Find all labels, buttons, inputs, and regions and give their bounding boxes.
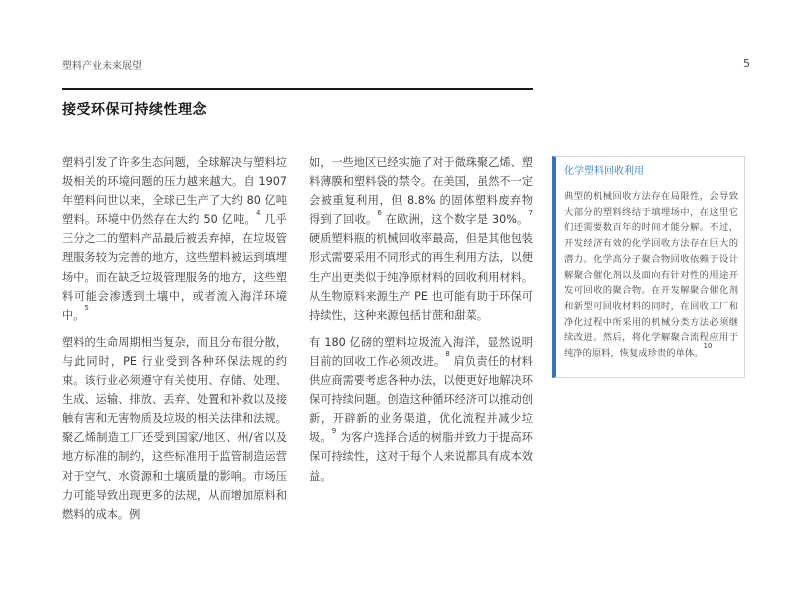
paragraph: 如，一些地区已经实施了对于微珠聚乙烯、塑料薄膜和塑料袋的禁令。在美国，虽然不一定会被重复利用，但 8.8% 的固体塑料废弃物得到了回收。$^6$ 在欧洲，这个数字是 30%。$^7$ 硬质塑料瓶的机械回收率最高，但是其他包装形式需要采用不同形式的再生利用方法，以便生产出更类似于纯净原材料的回收利用材料。从生物原料来源生产 PE 也可能有助于环保可持续性，这种来源包括甘蔗和甜菜。 [309,156,533,322]
section-heading: 接受环保可持续性理念 [62,102,207,118]
paragraph: 有 180 亿磅的塑料垃圾流入海洋，显然说明目前的回收工作必须改进。$^8$ 肩负责任的材料供应商需要考虑各种办法，以便更好地解决环保可持续问题。创造这种循环经济可以推动创新，开辟新的业务渠道，优化流程并减少垃圾。$^9$ 为客户选择合适的树脂并致力于提高环保可持续性，这对于每个人来说都具有成本效益。 [309,335,533,483]
left-text-column [62,153,287,532]
footnote-ref: 5 [84,304,89,313]
sidebar-title: 化学塑料回收利用 [564,166,644,177]
running-header-title: 塑料产业未来展望 [62,61,142,72]
page-number: 5 [743,57,750,70]
sidebar-body: 典型的机械回收方法存在局限性，会导致大部分的塑料终结于填埋场中，在这里它们还需要数百年的时间才能分解。不过，开发经济有效的化学回收方法存在巨大的潜力。化学高分子聚合物回收依赖于设计解聚合催化剂以及面向有针对性的用途开发可回收的聚合物。在开发解聚合催化剂和新型可回收材料的同时，在回收工厂和净化过程中所采用的机械分类方法必须继续改进。然后，将化学解聚合流程应用于纯净的原料，恢复成珍贵的单体。$^{10}$ [564,191,738,360]
section-divider [62,88,533,90]
footnote-ref: 10 [703,341,713,350]
footnote-ref: 8 [445,350,450,359]
footnote-ref: 7 [528,208,533,217]
middle-text-column [309,153,533,494]
footnote-ref: 4 [256,208,261,217]
paragraph: 塑料的生命周期相当复杂，而且分布很分散，与此同时，PE 行业受到各种环保法规的约束。该行业必须遵守有关使用、存储、处理、生成、运输、排放、丢弃、处置和补救以及接触有害和无害物质及垃圾的相关法律和法规。聚乙烯制造工厂还受到国家/地区、州/省以及地方标准的制约，这些标准用于监管制造运营对于空气、水资源和土壤质量的影响。市场压力可能导致出现更多的法规，从而增加原料和燃料的成本。例 [62,335,287,521]
paragraph: 塑料引发了许多生态问题，全球解决与塑料垃圾相关的环境问题的压力越来越大。自 1907 年塑料问世以来，全球已生产了大约 80 亿吨塑料。环境中仍然存在大约 50 亿吨。$^4$ 几乎三分之二的塑料产品最后被丢弃掉，在垃圾管理服务较为完善的地方，这些塑料被运到填埋场中。而在缺乏垃圾管理服务的地方，这些塑料可能会渗透到土壤中，或者流入海洋环境中。$^5$ [62,156,287,322]
footnote-ref: 6 [377,208,382,217]
footnote-ref: 9 [331,426,337,435]
sidebar-callout-box [552,156,745,378]
